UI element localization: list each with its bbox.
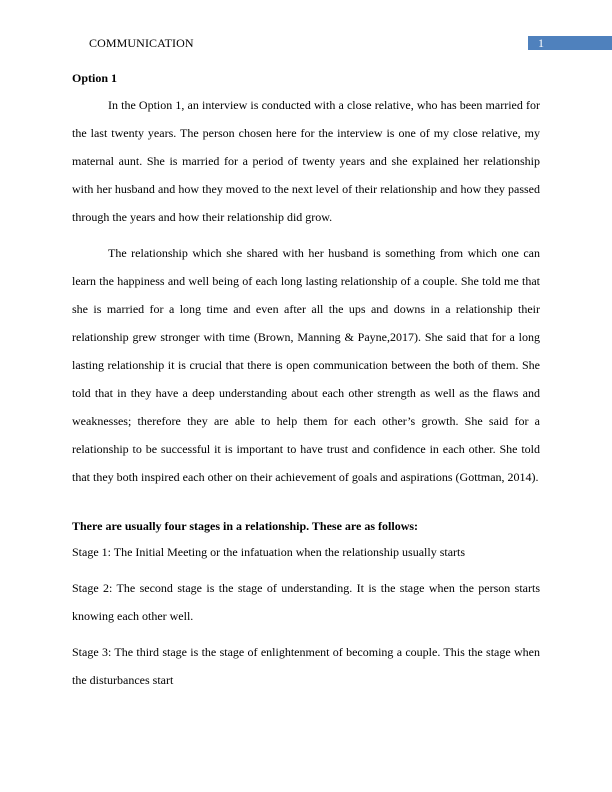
paragraph: In the Option 1, an interview is conducted with a close relative, who has been married for the last twenty years. The person chosen here for the interview is one of my close relative, my maternal aunt. She is married for a period of twenty years and she explained her relationship with her husband and how they moved to the next level of their relationship and how they passed through the years and how their relationship did grow. — [72, 98, 540, 224]
page-number: 1 — [538, 36, 544, 50]
stage-item: Stage 1: The Initial Meeting or the infatuation when the relationship usually starts — [72, 545, 466, 559]
document-body — [72, 71, 540, 694]
stage-item: Stage 2: The second stage is the stage of understanding. It is the stage when the person starts knowing each other well. — [72, 581, 540, 623]
stage-item: Stage 3: The third stage is the stage of enlightenment of becoming a couple. This the stage when the disturbances start — [72, 645, 540, 687]
running-head: COMMUNICATION — [89, 36, 194, 50]
page-number-box — [528, 36, 612, 50]
paragraph: The relationship which she shared with her husband is something from which one can learn the happiness and well being of each long lasting relationship of a couple. She told me that she is married for a long time and even after all the ups and downs in a relationship their relationship grew stronger with time (Brown, Manning & Payne,2017). She said that for a long lasting relationship it is crucial that there is open communication between the both of them. She told that in they have a deep understanding about each other strength as well as the flaws and weaknesses; therefore they are able to help them for each other’s growth. She said for a relationship to be successful it is important to have trust and confidence in each other. She told that they both inspired each other on their achievement of goals and aspirations (Gottman, 2014). — [72, 246, 540, 484]
stages-heading: There are usually four stages in a relationship. These are as follows: — [72, 519, 419, 533]
section-title: Option 1 — [72, 71, 118, 85]
